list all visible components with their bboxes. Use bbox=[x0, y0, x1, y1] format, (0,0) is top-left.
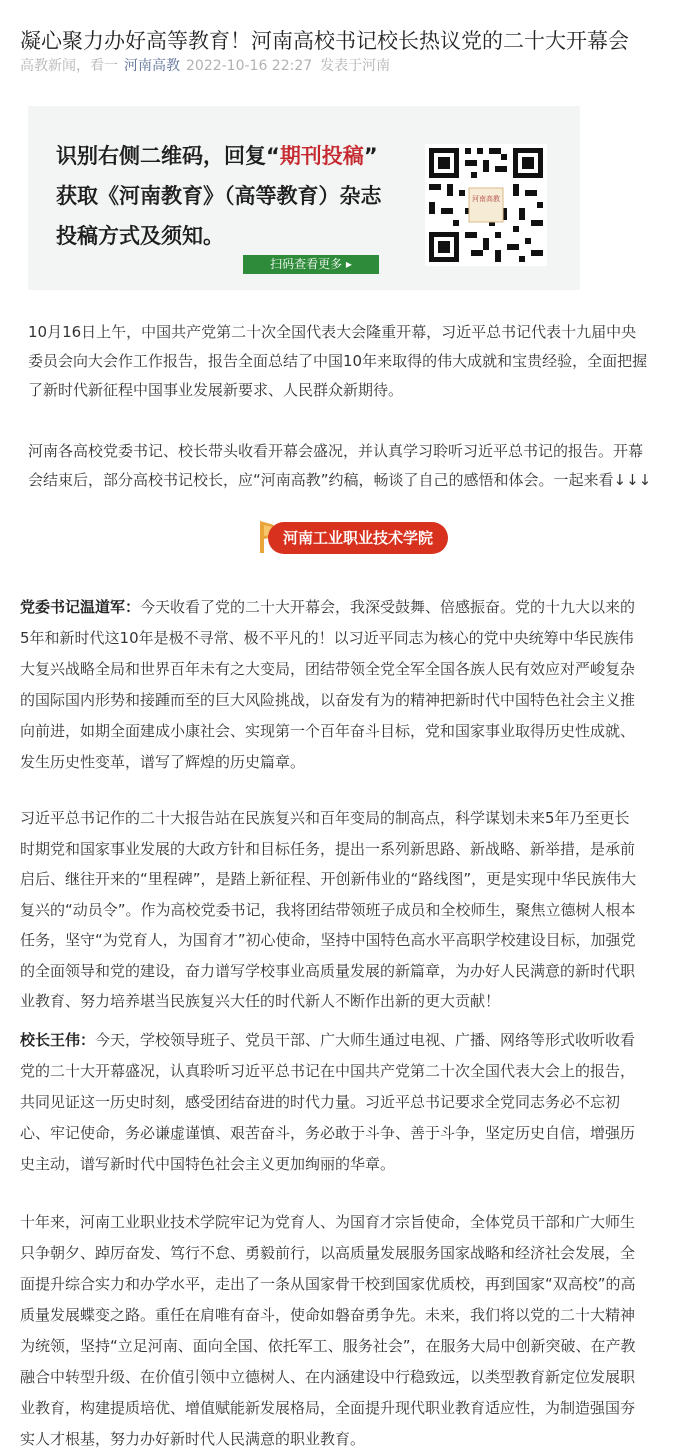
school-name: 河南工业职业技术学院 bbox=[268, 522, 448, 554]
scan-more-button[interactable]: 扫码查看更多 ▸ bbox=[243, 255, 379, 274]
submission-banner bbox=[28, 106, 580, 290]
secretary-paragraph-2: 习近平总书记作的二十大报告站在民族复兴和百年变局的制高点，科学谋划未来5年乃至更长 时期党和国家事业发展的大政方针和目标任务，提出一系列新思路、新战略、新举措，是承前 启后、继往开来的“里程碑”，是踏上新征程、开创新伟业的“路线图”，更是实现中华民族伟大 复兴的“动员令”。作为高校党委书记，我将团结带领班子成员和全校师生，聚焦立德树人根本 任务，坚守“为党育人，为国育才”初心使命，坚持中国特色高水平高职学校建设目标，加强党 的全面领导和党的建设，奋力谱写学校事业高质量发展的新篇章，为办好人民满意的新时代职 业教育、努力培养堪当民族复兴大任的时代新人不断作出新的更大贡献！ bbox=[20, 809, 637, 1010]
publish-date: 2022-10-16 22:27 bbox=[186, 58, 313, 74]
president-paragraph-1: 校长王伟：今天，学校领导班子、党员干部、广大师生通过电视、广播、网络等形式收听收看 党的二十大开幕盛况，认真聆听习近平总书记在中国共产党第二十次全国代表大会上的报告， 共同见证这一历史时刻，感受团结奋进的时代力量。习近平总书记要求全党同志务必不忘初 心、牢记使命，务必谦虚谨慎、艰苦奋斗，务必敢于斗争、善于斗争，坚定历史自信，增强历 史主动，谱写新时代中国特色社会主义更加绚丽的华章。 bbox=[20, 1031, 636, 1173]
article-meta bbox=[20, 56, 390, 76]
banner-line-2: 获取《河南教育》（高等教育）杂志 bbox=[56, 184, 382, 208]
account-name-link[interactable]: 河南高教 bbox=[124, 58, 180, 74]
article-title: 凝心聚力办好高等教育！河南高校书记校长热议党的二十大开幕会 bbox=[20, 29, 629, 54]
banner-text bbox=[56, 136, 382, 256]
secretary-label: 党委书记温道军： bbox=[20, 598, 141, 616]
banner-line-1: 识别右侧二维码，回复“期刊投稿” bbox=[56, 144, 378, 168]
intro-paragraph-1: 10月16日上午，中国共产党第二十次全国代表大会隆重开幕，习近平总书记代表十九届中央 委员会向大会作工作报告，报告全面总结了中国10年来取得的伟大成就和宝贵经验，全面把握 了新时代新征程中国事业发展新要求、人民群众新期待。 bbox=[28, 323, 648, 399]
president-label: 校长王伟： bbox=[20, 1031, 96, 1049]
secretary-paragraph-1: 党委书记温道军：今天收看了党的二十大开幕会，我深受鼓舞、倍感振奋。党的十九大以来的 5年和新时代这10年是极不寻常、极不平凡的！以习近平同志为核心的党中央统筹中华民族伟 大复兴战略全局和世界百年未有之大变局，团结带领全党全军全国各族人民有效应对严峻复杂 的国际国内形势和接踵而至的巨大风险挑战，以奋发有为的精神把新时代中国特色社会主义推 向前进，如期全面建成小康社会、实现第一个百年奋斗目标，党和国家事业取得历史性成就、 发生历史性变革，谱写了辉煌的历史篇章。 bbox=[20, 598, 636, 771]
intro-paragraph-2: 河南各高校党委书记、校长带头收看开幕会盛况，并认真学习聆听习近平总书记的报告。开幕 会结束后，部分高校书记校长，应“河南高教”约稿，畅谈了自己的感悟和体会。一起来看↓↓↓ bbox=[28, 442, 652, 489]
qr-logo-text: 河南高教 bbox=[472, 195, 500, 203]
publish-location: 发表于河南 bbox=[320, 58, 391, 74]
banner-line-3: 投稿方式及须知。 bbox=[56, 224, 224, 248]
meta-source: 高教新闻，看一 bbox=[20, 58, 118, 74]
president-paragraph-2: 十年来，河南工业职业技术学院牢记为党育人、为国育才宗旨使命，全体党员干部和广大师生 只争朝夕、踔厉奋发、笃行不怠、勇毅前行，以高质量发展服务国家战略和经济社会发展，全 面提升综合实力和办学水平，走出了一条从国家骨干校到国家优质校，再到国家“双高校”的高 质量发展蝶变之路。重任在肩唯有奋斗，使命如磐奋勇争先。未来，我们将以党的二十大精神 为统领，坚持“立足河南、面向全国、依托军工、服务社会”，在服务大局中创新突破、在产教 融合中转型升级、在价值引领中立德树人、在内涵建设中行稳致远，以类型教育新定位发展职 业教育，构建提质培优、增值赋能新发展格局，全面提升现代职业教育适应性，为制造强国夯 实人才根基，努力办好新时代人民满意的职业教育。 bbox=[20, 1213, 636, 1448]
banner-highlight: 期刊投稿 bbox=[279, 144, 364, 168]
qr-code-icon[interactable] bbox=[425, 144, 547, 266]
school-name-badge bbox=[256, 519, 450, 555]
qr-code-graphic bbox=[425, 144, 547, 266]
